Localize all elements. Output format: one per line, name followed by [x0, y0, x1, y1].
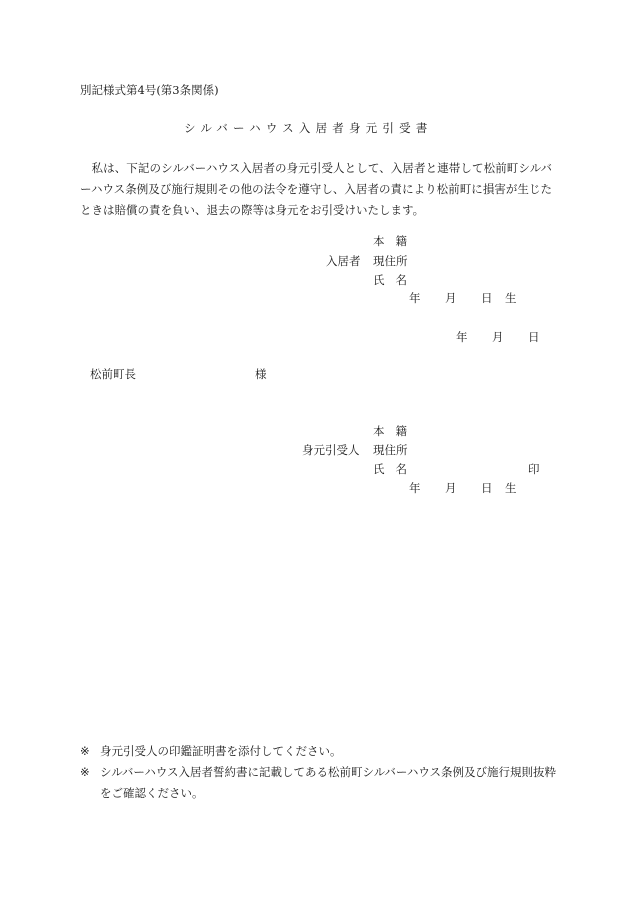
note-text: シルバーハウス入居者誓約書に記載してある松前町シルバーハウス条例及び施行規則抜粋をご確認ください。 [100, 765, 556, 800]
addressee-honorific: 様 [255, 367, 267, 381]
guarantor-birth-day: 日 [481, 481, 493, 495]
guarantor-name-label: 氏名 [373, 462, 418, 476]
date-year: 年 [456, 330, 468, 344]
pledge-paragraph: 私は、下記のシルバーハウス入居者の身元引受人として、入居者と連帯して松前町シルバーハウス条例及び施行規則その他の法令を遵守し、入居者の責により松前町に損害が生じたときは賠償の責を負い、退去の際等は身元をお引受けいたします。 [80, 161, 552, 217]
resident-birth-suffix: 生 [505, 291, 517, 305]
resident-birth-day: 日 [481, 291, 493, 305]
guarantor-birth-year: 年 [409, 481, 421, 495]
note-mark: ※ [80, 744, 90, 758]
document-title: シルバーハウス入居者身元引受書 [184, 121, 433, 135]
addressee-name: 松前町長 [90, 367, 136, 381]
guarantor-birth-month: 月 [445, 481, 457, 495]
resident-role-label: 入居者 [326, 254, 361, 268]
guarantor-role-label: 身元引受人 [302, 443, 360, 457]
guarantor-birth-suffix: 生 [505, 481, 517, 495]
guarantor-address-label: 現住所 [373, 443, 408, 457]
date-month: 月 [492, 330, 504, 344]
resident-honseki-label: 本籍 [373, 234, 418, 248]
note-mark: ※ [80, 765, 90, 779]
resident-address-label: 現住所 [373, 254, 408, 268]
guarantor-honseki-label: 本籍 [373, 424, 418, 438]
resident-birth-year: 年 [409, 291, 421, 305]
resident-name-label: 氏名 [373, 273, 418, 287]
seal-label: 印 [528, 462, 540, 476]
resident-birth-month: 月 [445, 291, 457, 305]
date-day: 日 [528, 330, 540, 344]
note-text: 身元引受人の印鑑証明書を添付してください。 [100, 744, 342, 758]
form-reference: 別記様式第4号(第3条関係) [80, 83, 219, 97]
